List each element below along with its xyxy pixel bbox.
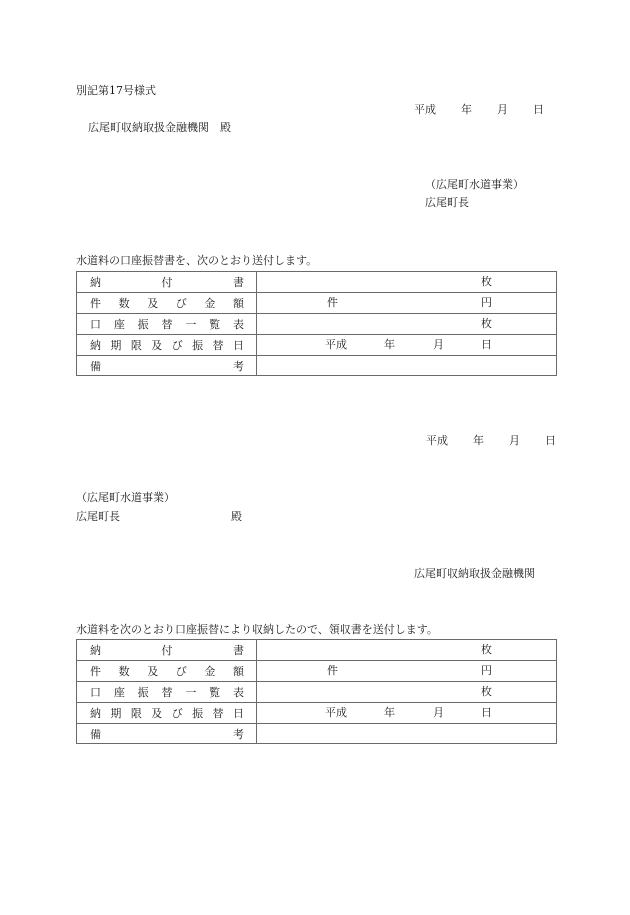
sender-title: 広尾町長 (425, 196, 469, 209)
table-row (77, 682, 556, 703)
day: 日 (481, 338, 492, 351)
addressee-org: （広尾町水道事業） (76, 491, 175, 504)
row-value (257, 661, 556, 681)
table-row (77, 335, 556, 356)
unit: 枚 (481, 275, 492, 288)
date-day: 日 (533, 103, 544, 116)
unit: 枚 (481, 685, 492, 698)
year: 年 (384, 706, 395, 719)
sender-org: （広尾町水道事業） (425, 178, 524, 191)
row-label: 納 期 限 及 び 振 替 日 (77, 703, 257, 723)
row-label: 納 付 書 (77, 640, 257, 660)
date-year: 年 (461, 103, 472, 116)
date-era: 平成 (414, 103, 436, 116)
row-value (257, 703, 556, 723)
unit: 枚 (481, 643, 492, 656)
date-era: 平成 (426, 434, 448, 447)
table-row (77, 356, 556, 376)
era: 平成 (325, 706, 347, 719)
table-row (77, 314, 556, 335)
row-label: 備 考 (77, 356, 257, 376)
row-value (257, 335, 556, 355)
honorific: 殿 (231, 510, 242, 523)
row-label: 口 座 振 替 一 覧 表 (77, 314, 257, 334)
unit: 枚 (481, 317, 492, 330)
date-month: 月 (497, 103, 508, 116)
row-label: 口 座 振 替 一 覧 表 (77, 682, 257, 702)
addressee-title: 広尾町長 (76, 510, 120, 523)
table-row (77, 724, 556, 744)
remarks-value (257, 356, 556, 376)
unit: 円 (481, 664, 492, 677)
row-label: 備 考 (77, 724, 257, 744)
month: 月 (433, 338, 444, 351)
month: 月 (433, 706, 444, 719)
count-unit: 件 (327, 296, 338, 309)
table-row (77, 703, 556, 724)
era: 平成 (325, 338, 347, 351)
sender: 広尾町収納取扱金融機関 (414, 567, 535, 580)
date-day: 日 (545, 434, 556, 447)
day: 日 (481, 706, 492, 719)
row-value (257, 682, 556, 702)
row-label: 件 数 及 び 金 額 (77, 661, 257, 681)
row-value (257, 293, 556, 313)
table-row (77, 661, 556, 682)
message: 水道料を次のとおり口座振替により収納したので、領収書を送付します。 (76, 623, 438, 636)
table-row (77, 272, 556, 293)
row-value (257, 272, 556, 292)
row-value (257, 314, 556, 334)
table-row (77, 293, 556, 314)
row-label: 納 期 限 及 び 振 替 日 (77, 335, 257, 355)
remarks-value (257, 724, 556, 744)
receipt-table (76, 639, 557, 744)
unit: 円 (481, 296, 492, 309)
count-unit: 件 (327, 664, 338, 677)
row-label: 件 数 及 び 金 額 (77, 293, 257, 313)
form-number: 別記第17号様式 (76, 84, 156, 97)
date-year: 年 (473, 434, 484, 447)
message: 水道料の口座振替書を、次のとおり送付します。 (76, 254, 318, 267)
table-row (77, 640, 556, 661)
transfer-table (76, 271, 557, 376)
row-label: 納 付 書 (77, 272, 257, 292)
date-month: 月 (509, 434, 520, 447)
row-value (257, 640, 556, 660)
year: 年 (384, 338, 395, 351)
addressee: 広尾町収納取扱金融機関 殿 (88, 121, 231, 134)
